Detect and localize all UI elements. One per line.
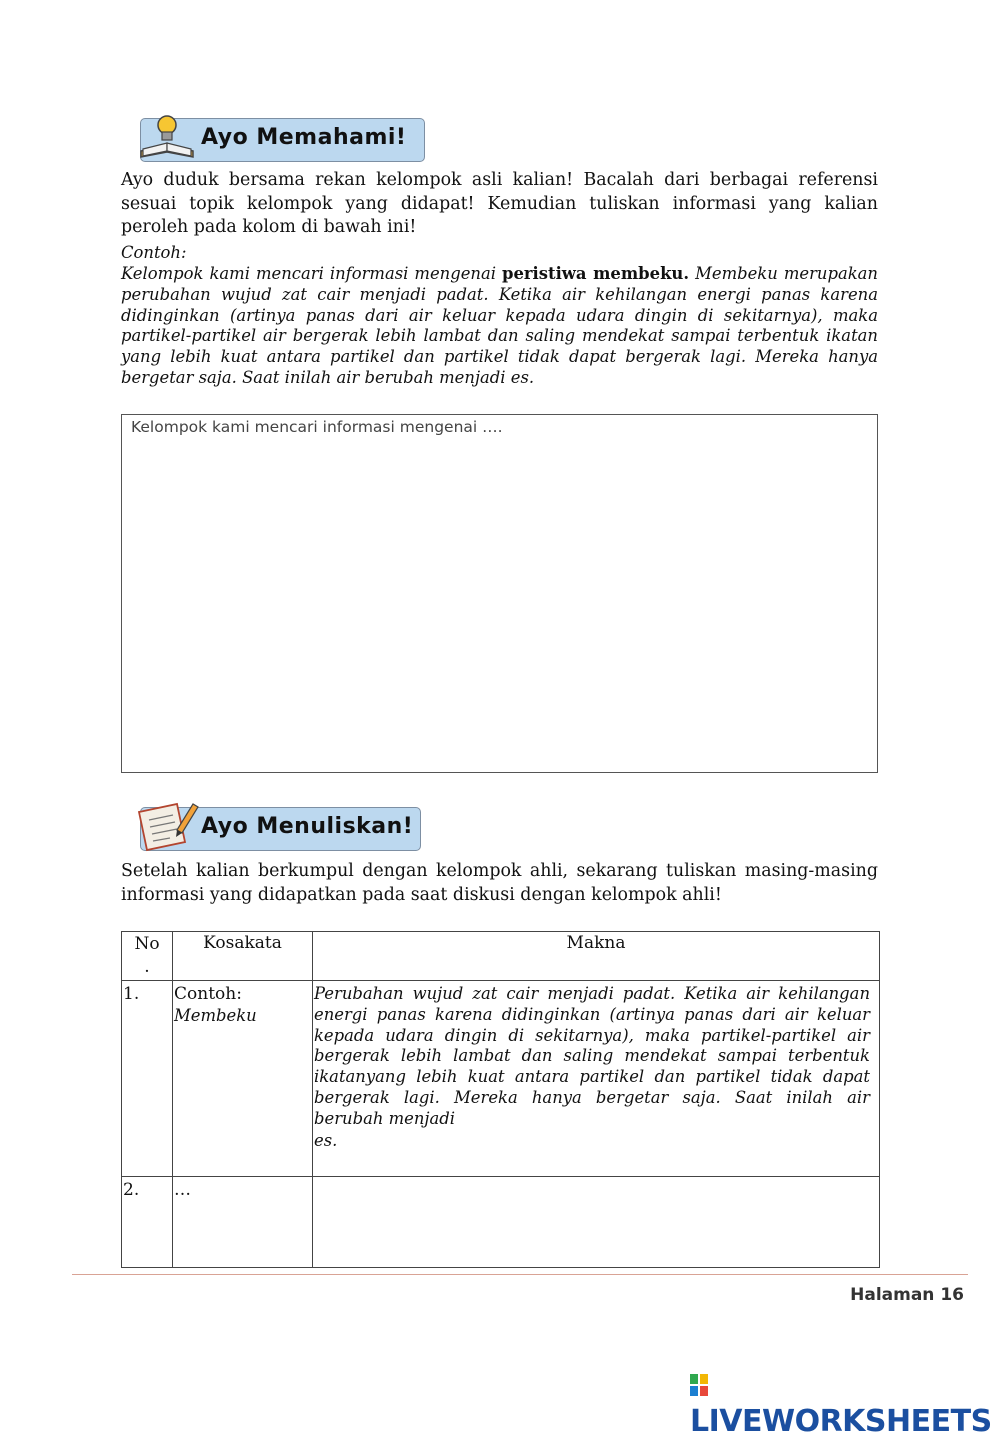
kosakata-cell[interactable] [173,981,313,1177]
row-number: 1. [122,981,173,1177]
example-rest: Membeku merupakan perubahan wujud zat cair menjadi padat. Ketika air kehilangan energi panas karena didinginkan (artinya panas dari air keluar kepada udara dingin di sekitarnya), maka partikel-partikel air bergerak lebih lambat dan saling mendekat sampai terbentuk ikatan yang lebih kuat antara partikel dan partikel tidak dapat bergerak lagi. Mereka hanya bergetar saja. Saat inilah air berubah menjadi es. [121,264,878,387]
table-header-row [122,932,880,981]
footer-divider [72,1274,968,1275]
makna-tail: es. [314,1130,338,1150]
example-prefix: Kelompok kami mencari informasi mengenai [121,264,503,283]
ayo-menuliskan-banner [140,807,421,851]
liveworksheets-icon [690,1374,710,1398]
vocabulary-table [121,931,880,1268]
instruction-text: Setelah kalian berkumpul dengan kelompok ahli, sekarang tuliskan masing-masing informasi yang didapatkan pada saat diskusi dengan kelompok ahli! [121,861,878,905]
example-label: Contoh: [121,243,187,262]
instruction-text: Ayo duduk bersama rekan kelompok asli kalian! Bacalah dari berbagai referensi sesuai topik kelompok yang didapat! Kemudian tuliskan informasi yang kalian peroleh pada kolom di bawah ini! [121,170,878,237]
answer-placeholder: Kelompok kami mencari informasi mengenai …. [131,418,503,436]
section-title: Ayo Memahami! [201,125,407,150]
header-no [122,932,173,981]
page-number: Halaman 16 [850,1285,964,1305]
row-number: 2. [122,1177,173,1268]
table-row [122,1177,880,1268]
liveworksheets-logo [690,1369,999,1439]
makna-cell[interactable] [313,1177,880,1268]
makna-cell[interactable] [313,981,880,1177]
table-row [122,981,880,1177]
header-makna: Makna [313,932,880,981]
brand-name: LIVEWORKSHEETS [690,1404,992,1439]
section-title: Ayo Menuliskan! [201,814,414,839]
makna-text: Perubahan wujud zat cair menjadi padat. Ketika air kehilangan energi panas karena didinginkan (artinya panas dari air keluar kepada udara dingin di sekitarnya), maka partikel-partikel air bergerak lebih lambat dan saling mendekat sampai terbentuk ikatanyang lebih kuat antara partikel dan partikel tidak dapat bergerak lagi. Mereka hanya bergetar saja. Saat inilah air berubah menjadi [314,984,870,1128]
ayo-memahami-banner [140,118,425,162]
kosakata-cell[interactable] [173,1177,313,1268]
kosakata-label: … [174,1180,191,1200]
answer-textbox[interactable] [121,414,878,773]
kosakata-word: Membeku [174,1006,257,1025]
header-kosakata: Kosakata [173,932,313,981]
header-no-a: No [134,934,160,954]
pencil-paper-icon [137,800,199,852]
example-bold-term: peristiwa membeku. [502,264,690,283]
lightbulb-book-icon [137,111,199,163]
kosakata-label: Contoh: [174,984,242,1004]
header-no-b: . [144,957,150,977]
example-paragraph [121,264,878,389]
